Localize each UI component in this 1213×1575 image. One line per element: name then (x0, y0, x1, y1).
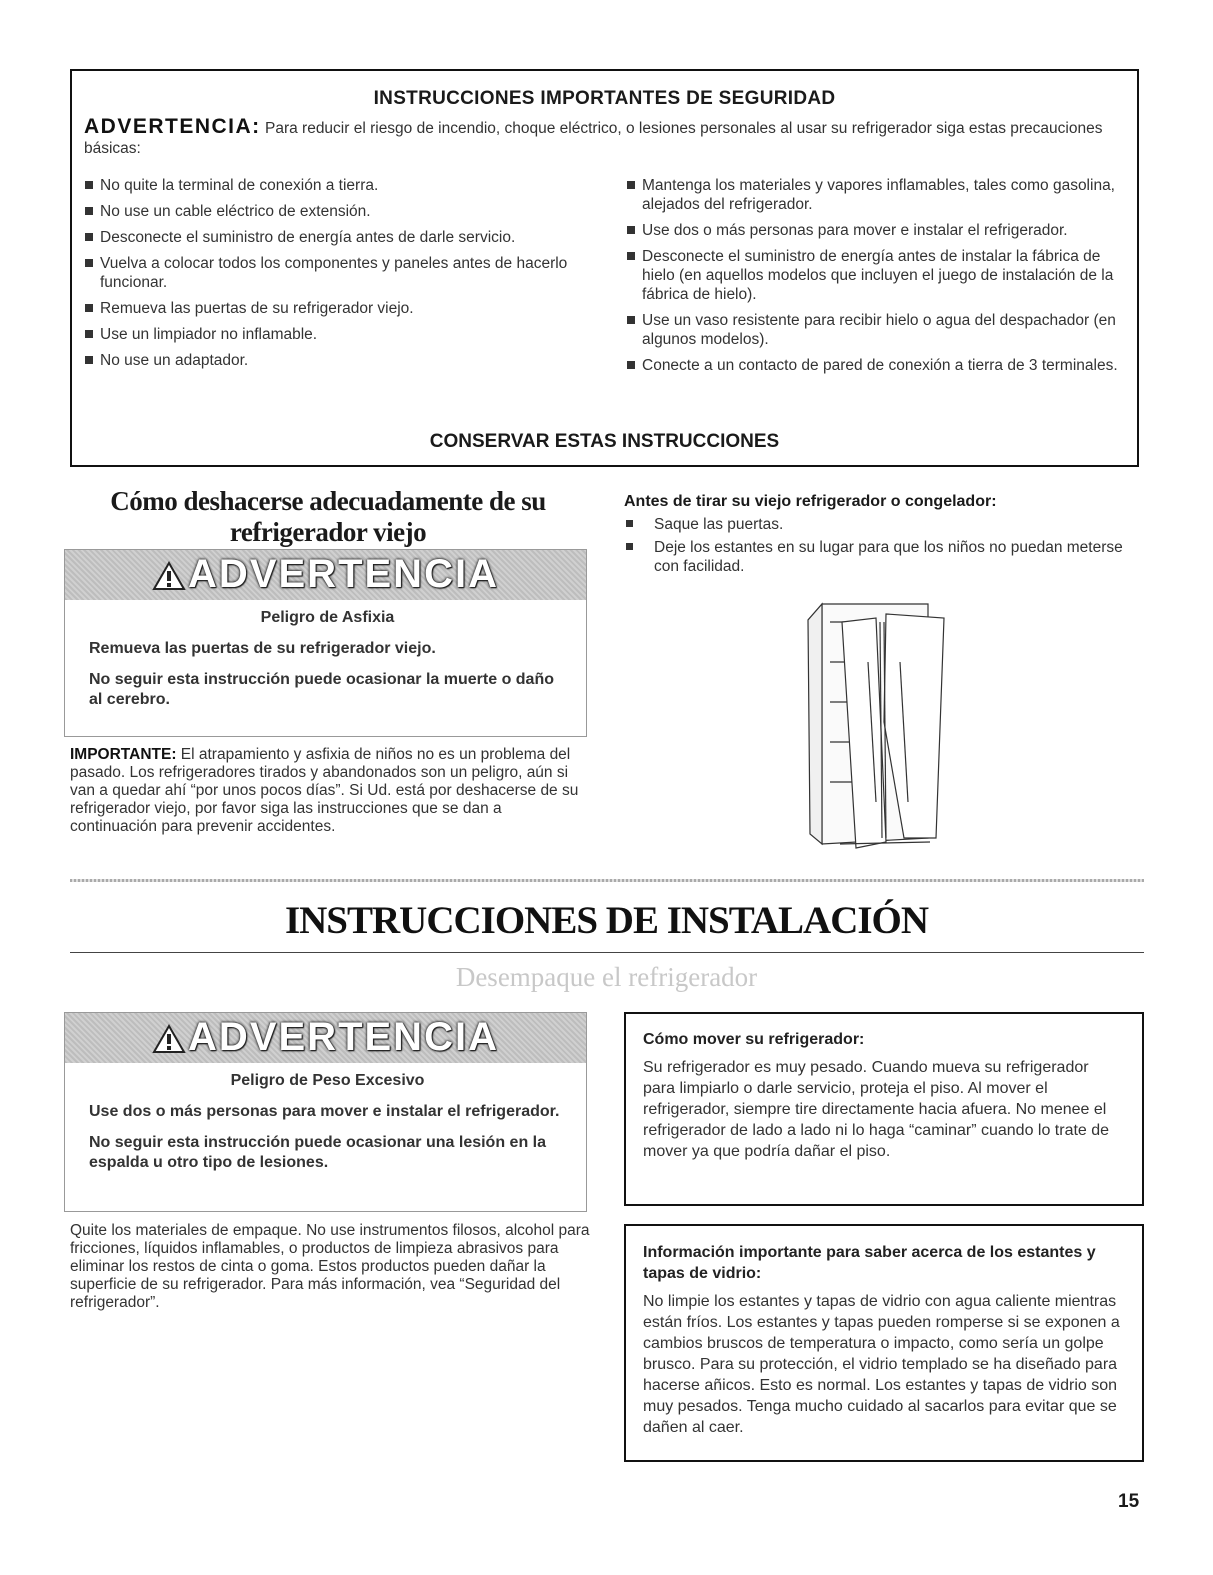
moving-info-title: Cómo mover su refrigerador: (643, 1031, 865, 1048)
warning-body (89, 1071, 566, 1184)
weight-warning-box (64, 1012, 587, 1212)
list-item: Use un limpiador no inflamable. (84, 325, 604, 344)
glass-info-text: No limpie los estantes y tapas de vidrio con agua caliente mientras están fríos. Los estantes y tapas pueden romperse si se exponen a cambios bruscos de temperatura o impacto, como sería un golpe brusco. Para su protección, el vidrio templado se ha diseñado para hacerse añicos. Esto es normal. Los estantes y tapas de vidrio son muy pesados. Tenga mucho cuidado al sacarlos para evitar que se dañen al caer. (643, 1293, 1120, 1436)
square-bullet-icon (85, 259, 93, 267)
heading-rule (70, 952, 1144, 953)
side-by-side-refrigerator-illustration (800, 602, 952, 852)
before-disposal-list (624, 515, 1144, 580)
square-bullet-icon (85, 207, 93, 215)
warning-banner-label: ADVERTENCIA (188, 552, 499, 596)
list-item: Saque las puertas. (624, 515, 1144, 534)
warning-line: No seguir esta instrucción puede ocasionar la muerte o daño al cerebro. (89, 671, 554, 708)
safety-warning (84, 117, 1124, 159)
warning-line: Use dos o más personas para mover e instalar el refrigerador. (89, 1103, 560, 1120)
safety-left-list (84, 176, 604, 377)
square-bullet-icon (85, 330, 93, 338)
warning-label: ADVERTENCIA: (84, 115, 261, 138)
important-label: IMPORTANTE: (70, 746, 177, 763)
installation-heading: INSTRUCCIONES DE INSTALACIÓN (284, 899, 929, 942)
list-item: Desconecte el suministro de energía antes de instalar la fábrica de hielo (en aquellos modelos que incluyen el juego de instalación de la fábrica de hielo). (626, 247, 1136, 304)
safety-instructions-box (70, 69, 1139, 467)
before-disposal-heading: Antes de tirar su viejo refrigerador o congelador: (624, 493, 997, 510)
square-bullet-icon (85, 233, 93, 241)
warning-banner (65, 550, 586, 600)
safety-title: INSTRUCCIONES IMPORTANTES DE SEGURIDAD (373, 88, 836, 109)
warning-subtitle: Peligro de Peso Excesivo (230, 1072, 425, 1089)
warning-banner-label: ADVERTENCIA (188, 1015, 499, 1059)
moving-info-box (624, 1012, 1144, 1206)
page-number: 15 (1118, 1491, 1140, 1512)
warning-line: Remueva las puertas de su refrigerador viejo. (89, 640, 436, 657)
warning-triangle-icon (152, 1024, 186, 1054)
list-item: Vuelva a colocar todos los componentes y paneles antes de hacerlo funcionar. (84, 254, 604, 292)
disposal-heading: Cómo deshacerse adecuadamente de su refrigerador viejo (110, 486, 546, 547)
square-bullet-icon (626, 520, 633, 527)
square-bullet-icon (627, 226, 635, 234)
square-bullet-icon (85, 356, 93, 364)
list-item: Desconecte el suministro de energía antes de darle servicio. (84, 228, 604, 247)
unpack-paragraph: Quite los materiales de empaque. No use instrumentos filosos, alcohol para fricciones, líquidos inflamables, o productos de limpieza abrasivos para eliminar los restos de cinta o goma. Estos productos pueden dañar la superficie de su refrigerador. Para más información, vea “Seguridad del refrigerador”. (70, 1222, 590, 1311)
glass-info-box (624, 1224, 1144, 1462)
warning-subtitle: Peligro de Asfixia (260, 609, 395, 626)
glass-info-title: Información importante para saber acerca de los estantes y tapas de vidrio: (643, 1244, 1096, 1282)
important-text: El atrapamiento y asfixia de niños no es un problema del pasado. Los refrigeradores tirados y abandonados son un peligro, aún si van a quedar ahí “por unos pocos días”. Si Ud. está por deshacerse de su refrigerador viejo, por favor siga las instrucciones que se dan a continuación para prevenir accidentes. (70, 746, 579, 835)
warning-body (89, 608, 566, 721)
safety-footer: CONSERVAR ESTAS INSTRUCCIONES (429, 431, 780, 452)
section-divider (70, 879, 1144, 882)
list-item: No quite la terminal de conexión a tierra. (84, 176, 604, 195)
warning-line: No seguir esta instrucción puede ocasionar una lesión en la espalda u otro tipo de lesiones. (89, 1134, 547, 1171)
square-bullet-icon (626, 543, 633, 550)
square-bullet-icon (627, 316, 635, 324)
unpack-subheading: Desempaque el refrigerador (455, 962, 758, 992)
list-item: No use un cable eléctrico de extensión. (84, 202, 604, 221)
safety-right-list (626, 176, 1136, 382)
list-item: Deje los estantes en su lugar para que los niños no puedan meterse con facilidad. (624, 538, 1144, 576)
square-bullet-icon (627, 181, 635, 189)
important-paragraph (70, 746, 590, 836)
warning-banner (65, 1013, 586, 1063)
square-bullet-icon (85, 181, 93, 189)
list-item: Conecte a un contacto de pared de conexión a tierra de 3 terminales. (626, 356, 1136, 375)
warning-text: Para reducir el riesgo de incendio, choque eléctrico, o lesiones personales al usar su refrigerador siga estas precauciones básicas: (84, 120, 1103, 157)
warning-triangle-icon (152, 561, 186, 591)
list-item: Mantenga los materiales y vapores inflamables, tales como gasolina, alejados del refrigerador. (626, 176, 1136, 214)
square-bullet-icon (627, 361, 635, 369)
list-item: No use un adaptador. (84, 351, 604, 370)
list-item: Remueva las puertas de su refrigerador viejo. (84, 299, 604, 318)
list-item: Use un vaso resistente para recibir hielo o agua del despachador (en algunos modelos). (626, 311, 1136, 349)
square-bullet-icon (627, 252, 635, 260)
square-bullet-icon (85, 304, 93, 312)
asphyxia-warning-box (64, 549, 587, 737)
moving-info-text: Su refrigerador es muy pesado. Cuando mueva su refrigerador para limpiarlo o darle servicio, proteja el piso. Al mover el refrigerador, siempre tire directamente hacia afuera. No menee el refrigerador de lado a lado ni lo haga “caminar” cuando lo trate de mover ya que podría dañar el piso. (643, 1059, 1110, 1160)
list-item: Use dos o más personas para mover e instalar el refrigerador. (626, 221, 1136, 240)
